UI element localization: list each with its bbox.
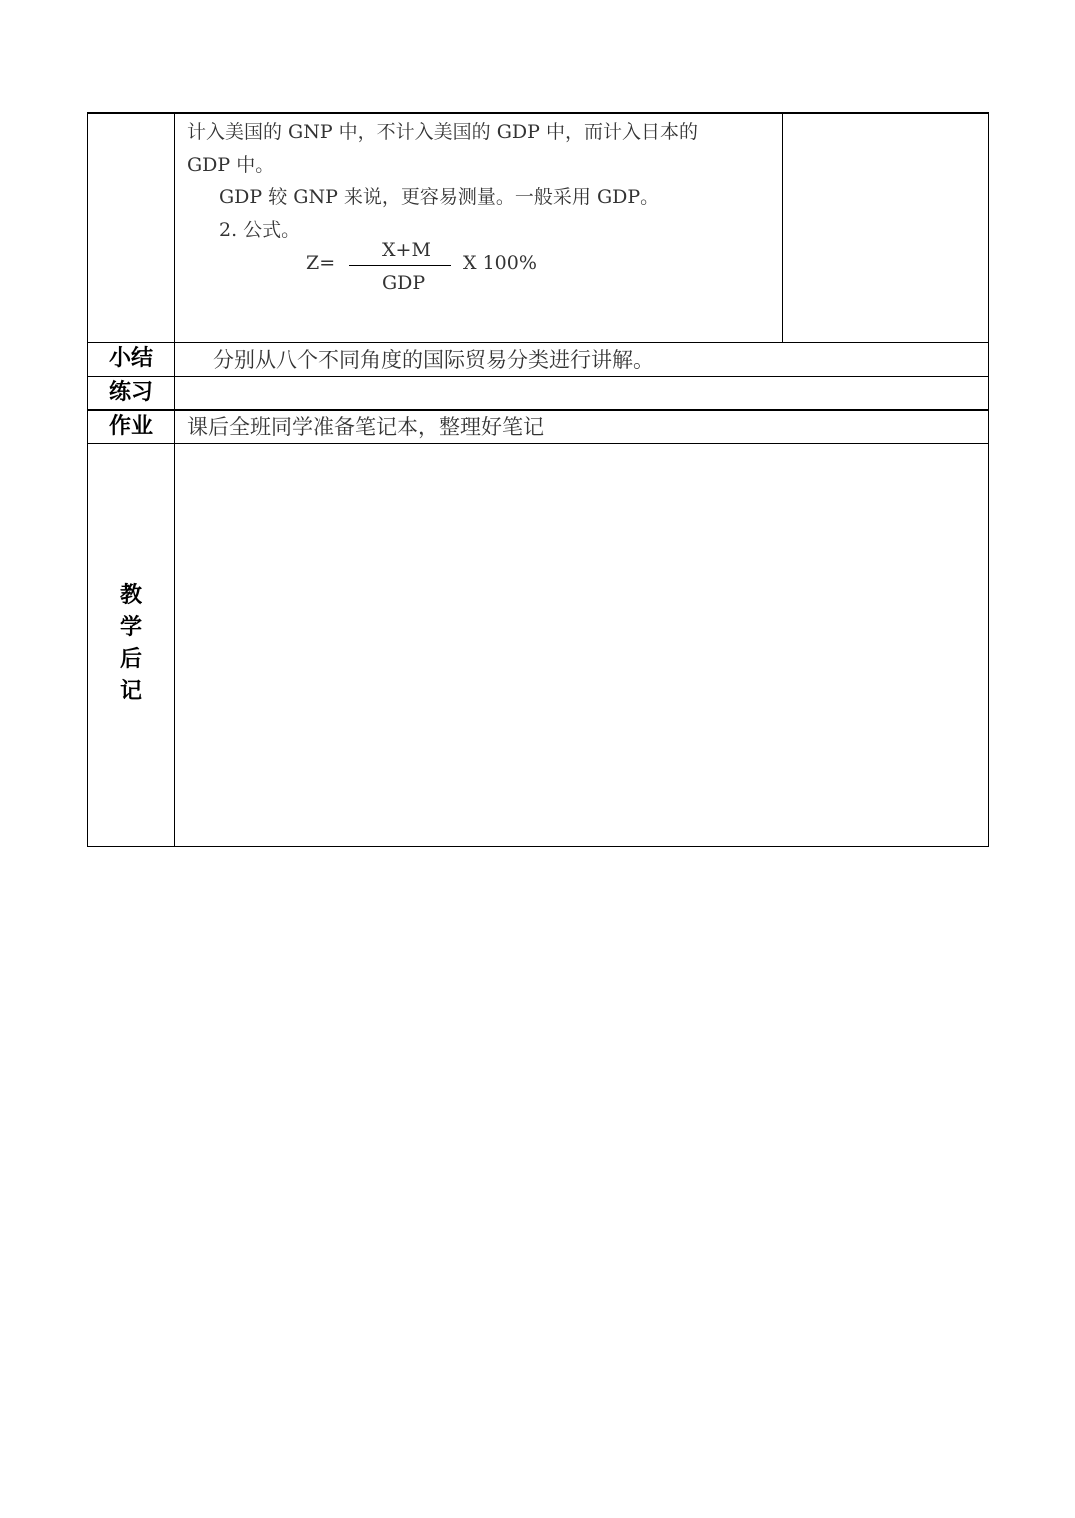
reflection-label-char-2: 学 — [119, 615, 142, 640]
table-top-border — [87, 112, 989, 114]
homework-label: 作业 — [108, 414, 153, 439]
content-line-3: GDP 较 GNP 来说，更容易测量。一般采用 GDP。 — [219, 186, 660, 208]
formula-fraction-bar — [349, 265, 451, 266]
content-line-2: GDP 中。 — [187, 154, 275, 176]
row-divider-homework — [87, 409, 989, 411]
label-column-divider — [174, 112, 175, 847]
formula-multiplier: X 100% — [463, 252, 537, 274]
content-line-1: 计入美国的 GNP 中，不计入美国的 GDP 中，而计入日本的 — [187, 121, 698, 143]
reflection-label-char-3: 后 — [119, 647, 142, 672]
content-line-4: 2. 公式。 — [219, 219, 301, 241]
summary-text: 分别从八个不同角度的国际贸易分类进行讲解。 — [213, 348, 654, 372]
row-divider-summary — [87, 342, 989, 343]
reflection-label — [116, 580, 146, 708]
reflection-label-char-4: 记 — [119, 679, 142, 704]
row-divider-reflection — [87, 443, 989, 444]
summary-label: 小结 — [108, 346, 153, 371]
formula-lhs: Z= — [306, 252, 336, 274]
table-bottom-border — [87, 846, 989, 847]
formula-denominator: GDP — [382, 272, 426, 294]
practice-label: 练习 — [108, 380, 153, 405]
notes-column-divider — [782, 112, 783, 342]
formula-numerator: X+M — [382, 239, 431, 261]
table-right-border — [988, 112, 989, 847]
table-left-border — [87, 112, 88, 847]
row-divider-practice — [87, 376, 989, 377]
reflection-label-char-1: 教 — [119, 583, 142, 608]
homework-text: 课后全班同学准备笔记本，整理好笔记 — [187, 415, 544, 439]
